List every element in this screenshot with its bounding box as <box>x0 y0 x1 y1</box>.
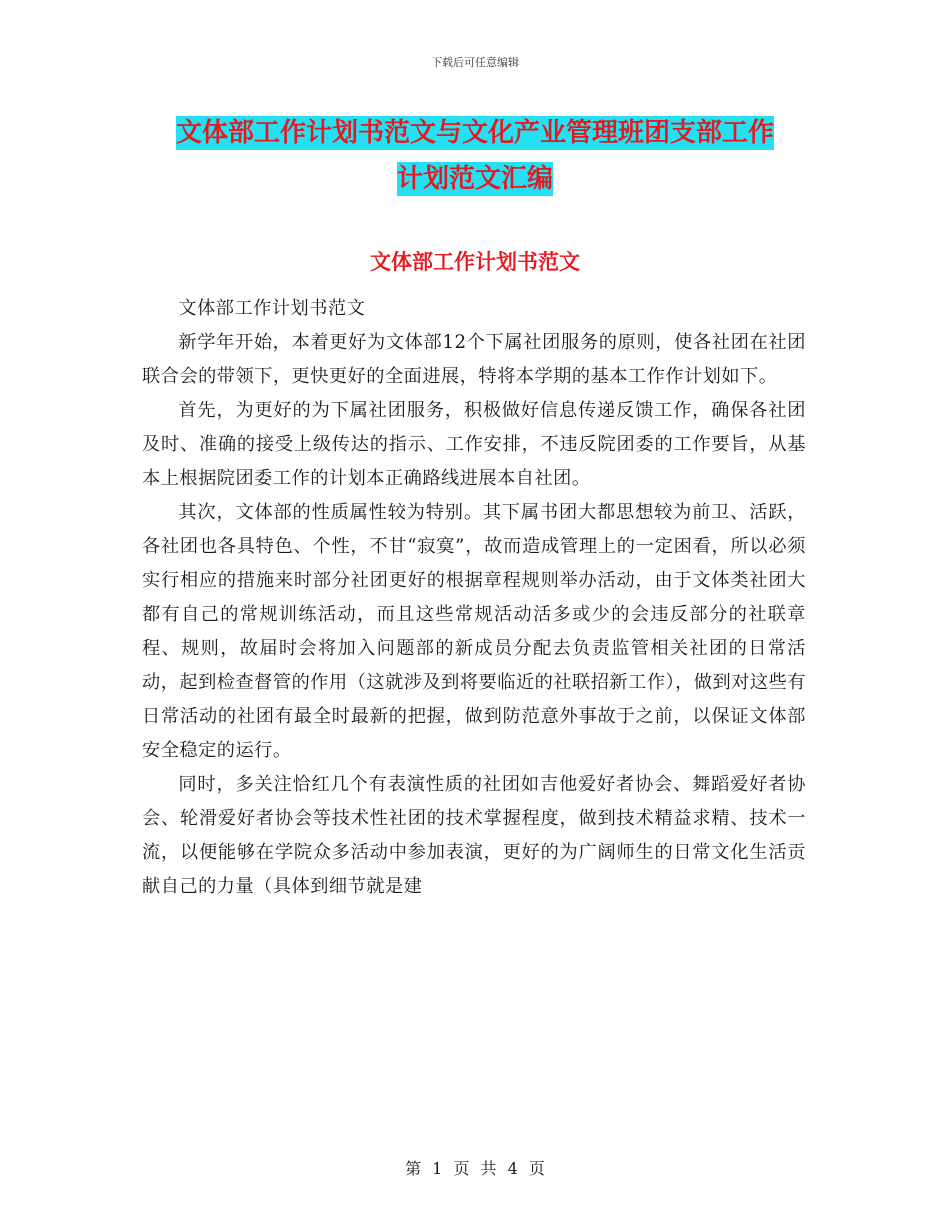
document-title-line-1: 文体部工作计划书范文与文化产业管理班团支部工作 <box>175 118 774 148</box>
paragraph: 文体部工作计划书范文 <box>178 298 366 319</box>
paragraph: 新学年开始，本着更好为文体部12个下属社团服务的原则，使各社团在社团联合会的带领下，更快更好的全面进展，特将本学期的基本工作作计划如下。 <box>142 332 806 387</box>
header-note: 下载后可任意编辑 <box>431 56 519 69</box>
paragraph: 同时，多关注恰红几个有表演性质的社团如吉他爱好者协会、舞蹈爱好者协会、轮滑爱好者协会等技术性社团的技术掌握程度，做到技术精益求精、技术一流，以便能够在学院众多活动中参加表演，更好的为广阔师生的日常文化生活贡献自己的力量（具体到细节就是建 <box>142 774 806 897</box>
page-footer: 第 1 页 共 4 页 <box>405 1159 545 1178</box>
body-text <box>142 292 806 904</box>
paragraph: 其次，文体部的性质属性较为特别。其下属书团大都思想较为前卫、活跃，各社团也各具特色、个性，不甘“寂寞”，故而造成管理上的一定困看，所以必须实行相应的措施来时部分社团更好的根据章程规则举办活动，由于文体类社团大都有自己的常规训练活动，而且这些常规活动活多或少的会违反部分的社联章程、规则，故届时会将加入问题部的新成员分配去负责监管相关社团的日常活动，起到检查督管的作用（这就涉及到将要临近的社联招新工作），做到对这些有日常活动的社团有最全时最新的把握，做到防范意外事故于之前，以保证文体部安全稳定的运行。 <box>142 502 806 761</box>
section-title: 文体部工作计划书范文 <box>370 250 580 274</box>
document-title <box>140 110 810 202</box>
paragraph: 首先，为更好的为下属社团服务，积极做好信息传递反馈工作，确保各社团及时、准确的接受上级传达的指示、工作安排，不违反院团委的工作要旨，从基本上根据院团委工作的计划本正确路线进展本自社团。 <box>142 400 806 489</box>
document-title-line-2: 计划范文汇编 <box>396 164 553 194</box>
